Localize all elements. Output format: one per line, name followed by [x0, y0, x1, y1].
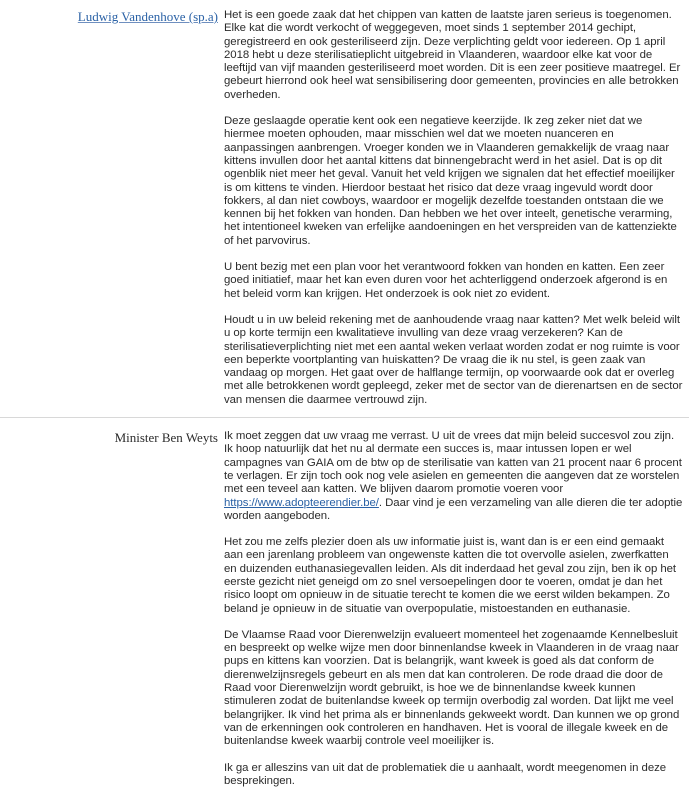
speaker-link-vandenhove[interactable]: Ludwig Vandenhove (sp.a) — [77, 9, 218, 24]
speech-paragraph: Houdt u in uw beleid rekening met de aanhoudende vraag naar katten? Met welk beleid wilt u op korte termijn een kwalitatieve invulling van deze vraag verzekeren? Kan de sterilisatieverplichting niet met een aantal weken verlaat worden zodat er nog ruimte is voor een beperkte voortplanting van huiskatten? De vraag die ik nu stel, is geen zaak van vandaag op morgen. Het gaat over de halflange termijn, op voorwaarde ook dat er overleg met alle betrokkenen wordt gepleegd, zeker met de sector van de dierenartsen en de sector van mensen die daarmee vertrouwd zijn. — [224, 313, 683, 406]
speech-paragraph: Deze geslaagde operatie kent ook een negatieve keerzijde. Ik zeg zeker niet dat we hiermee moeten ophouden, maar misschien wel dat we moeten nuanceren en aanpassingen aanbrengen. Vroeger konden we in Vlaanderen gemakkelijk de vraag naar kittens invullen door het aantal kittens dat binnengebracht werd in het asiel. Dat is op dit ogenblik niet meer het geval. Vanuit het veld krijgen we signalen dat het effectief moeilijker is om kittens te vinden. Hierdoor bestaat het risico dat deze vraag ingevuld wordt door fokkers, al dan niet cowboys, waardoor er mogelijk dezelfde toestanden ontstaan die we kennen bij het fokken van honden. Dan hebben we het over inteelt, genetische verarming, het intentioneel kweken van erfelijke aandoeningen en het verspreiden van de kattenziekte of het parvovirus. — [224, 115, 677, 247]
speech-paragraph: U bent bezig met een plan voor het verantwoord fokken van honden en katten. Een zeer goed initiatief, maar het kan even duren voor het achterliggend onderzoek afgerond is en het beleid vorm kan krijgen. Het onderzoek is ook niet zo evident. — [224, 261, 668, 300]
speech-text — [224, 9, 683, 407]
speech-text-segment: Ik moet zeggen dat uw vraag me verrast. U uit de vrees dat mijn beleid succesvol zou zijn. Ik hoop natuurlijk dat het nu al dermate een succes is, maar intussen lopen er wel campagnes van GAIA om de btw op de sterilisatie van katten van 21 procent naar 6 procent te verlagen. Er zijn toch ook nog vele asielen en gemeenten die aangeven dat ze worstelen met een teveel aan katten. We blijven daarom promotie voeren voor — [224, 430, 682, 496]
speech-paragraph — [224, 430, 683, 523]
speech-paragraph: Ik ga er alleszins van uit dat de problematiek die u aanhaalt, wordt meegenomen in deze besprekingen. — [224, 761, 667, 787]
speaker-column — [0, 430, 224, 788]
speech-paragraph: Het zou me zelfs plezier doen als uw informatie juist is, want dan is er een eind gemaakt aan een jarenlang probleem van ongewenste katten die tot overvolle asielen, zwerfkatten en duizenden euthanasiegevallen leiden. Als dit inderdaad het geval zou zijn, ben ik op het eerste gezicht niet geneigd om zo snel versoepelingen door te voeren, omdat je dan het risico loopt om opnieuw in de situatie terecht te komen die we eerst wilden bekampen. Zo beland je opnieuw in de situatie van overpopulatie, mistoestanden en euthanasie. — [224, 536, 677, 615]
speech-entry-weyts — [0, 418, 689, 788]
speech-text — [224, 430, 683, 788]
speech-paragraph: Het is een goede zaak dat het chippen van katten de laatste jaren serieus is toegenomen. Elke kat die wordt verkocht of weggegeven, moet sinds 1 september 2014 gechipt, geregistreerd en ook gesteriliseerd zijn. Deze verplichting geldt voor iedereen. Op 1 april 2018 hebt u deze sterilisatieplicht uitgebreid in Vlaanderen, waardoor elke kat voor de leeftijd van vijf maanden gesteriliseerd moet worden. Dit is een zeer positieve maatregel. Er gebeurt hierrond ook heel wat sensibilisering door gemeenten, provincies en alle betrokken overheden. — [224, 9, 681, 101]
speech-paragraph: De Vlaamse Raad voor Dierenwelzijn evalueert momenteel het zogenaamde Kennelbesluit en bespreekt op welke wijze men door binnenlandse kweek in Vlaanderen in de vraag naar pups en kittens kan voorzien. Dat is belangrijk, want kweek is goed als dat conform de dierenwelzijnsregels gebeurt en als men dat kan controleren. De rode draad die door de Raad voor Dierenwelzijn wordt gebruikt, is hoe we de binnenlandse kweek kunnen stimuleren zodat de buitenlandse kweek op termijn overbodig zal worden. Dat lijkt me veel belangrijker. Ik vind het prima als er binnenlands gekweekt wordt. Dan kunnen we op grond van de erkenningen ook controleren en handhaven. Het is vooral de illegale kweek en de buitenlandse kweek waarbij controle veel moeilijker is. — [224, 628, 680, 748]
speaker-name-weyts: Minister Ben Weyts — [114, 430, 218, 446]
adoption-website-link[interactable]: https://www.adopteerendier.be/ — [224, 496, 379, 509]
speaker-column — [0, 9, 224, 407]
speech-text-segment: . Daar vind je een verzameling van alle dieren die ter adoptie worden aangeboden. — [224, 496, 683, 522]
